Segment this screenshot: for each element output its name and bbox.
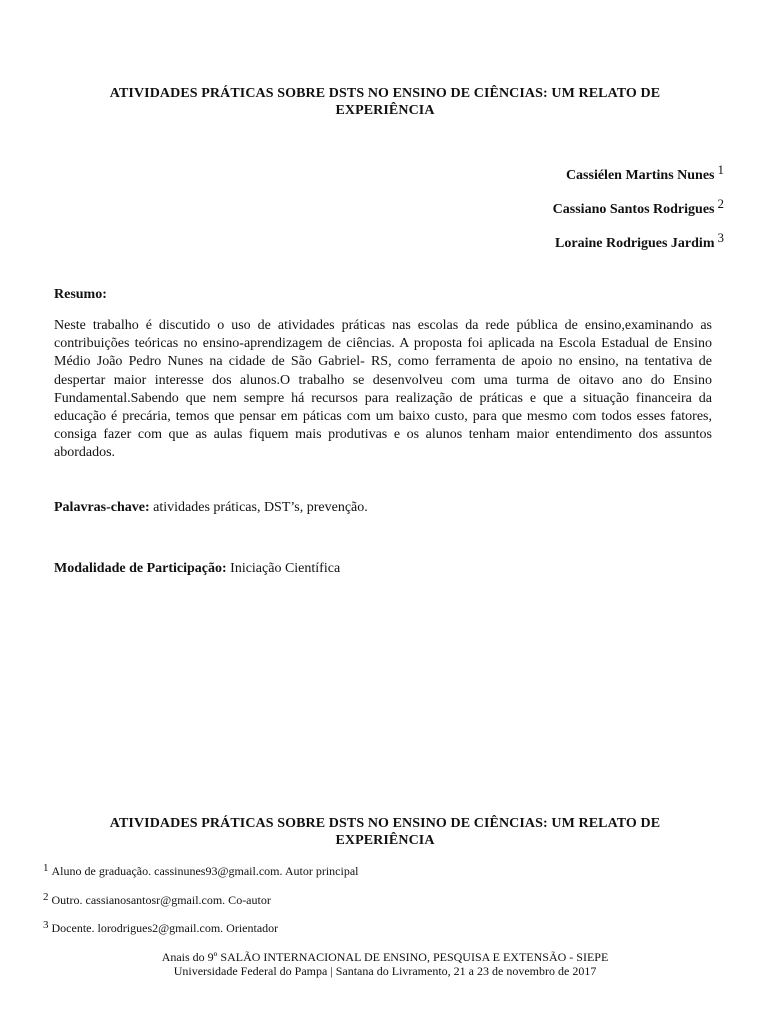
modality-line xyxy=(54,561,340,577)
footnote-2 xyxy=(43,891,271,908)
page-footer xyxy=(100,950,670,978)
abstract-label: Resumo: xyxy=(54,287,107,302)
author-footnote-mark: 3 xyxy=(717,230,724,245)
footnote-mark: 3 xyxy=(43,919,49,931)
keywords-label: Palavras-chave: xyxy=(54,500,150,515)
modality-label: Modalidade de Participação: xyxy=(54,561,227,576)
footnote-mark: 1 xyxy=(43,862,49,874)
footnote-title: ATIVIDADES PRÁTICAS SOBRE DSTS NO ENSINO DE CIÊNCIAS: UM RELATO DE EXPERIÊNCIA xyxy=(109,816,661,848)
author-2 xyxy=(553,191,724,225)
author-3 xyxy=(553,225,724,259)
author-footnote-mark: 2 xyxy=(717,196,724,211)
footnote-1 xyxy=(43,862,358,879)
footnote-text: Aluno de graduação. cassinunes93@gmail.com. Autor principal xyxy=(51,864,359,878)
abstract-text: Neste trabalho é discutido o uso de atividades práticas nas escolas da rede pública de ensino,examinando as contribuições teóricas no ensino-aprendizagem de ciências. A proposta foi aplicada na Escola Estadual de Ensino Médio João Pedro Nunes na cidade de São Gabriel- RS, como ferramenta de apoio no ensino, na tentativa de despertar maior interesse dos alunos.O trabalho se desenvolveu com uma turma de oitavo ano do Ensino Fundamental.Sabendo que nem sempre há recursos para realização de práticas e que a situação financeira da educação é precária, temos que pensar em páticas com um baixo custo, para que mesmo com todos esses fatores, consiga fazer com que as aulas fiquem mais produtivas e os alunos tenham maior entendimento dos assuntos abordados. xyxy=(54,318,712,461)
author-name: Cassiélen Martins Nunes xyxy=(565,168,715,183)
paper-title: ATIVIDADES PRÁTICAS SOBRE DSTS NO ENSINO DE CIÊNCIAS: UM RELATO DE EXPERIÊNCIA xyxy=(109,86,661,118)
keywords-value: atividades práticas, DST’s, prevenção. xyxy=(153,500,368,515)
author-footnote-mark: 1 xyxy=(717,162,724,177)
author-1 xyxy=(553,157,724,191)
modality-value: Iniciação Científica xyxy=(230,561,341,576)
footer-line-university: Universidade Federal do Pampa | Santana do Livramento, 21 a 23 de novembro de 2017 xyxy=(173,964,597,978)
author-name: Loraine Rodrigues Jardim xyxy=(555,236,715,251)
footnote-3 xyxy=(43,919,278,936)
footnote-text: Outro. cassianosantosr@gmail.com. Co-autor xyxy=(51,893,271,907)
keywords-line xyxy=(54,500,368,516)
footnote-text: Docente. lorodrigues2@gmail.com. Orientador xyxy=(51,921,279,935)
footnote-mark: 2 xyxy=(43,891,49,903)
author-name: Cassiano Santos Rodrigues xyxy=(552,202,715,217)
footer-line-event: Anais do 9º SALÃO INTERNACIONAL DE ENSINO, PESQUISA E EXTENSÃO - SIEPE xyxy=(161,950,609,964)
author-list xyxy=(553,157,724,259)
